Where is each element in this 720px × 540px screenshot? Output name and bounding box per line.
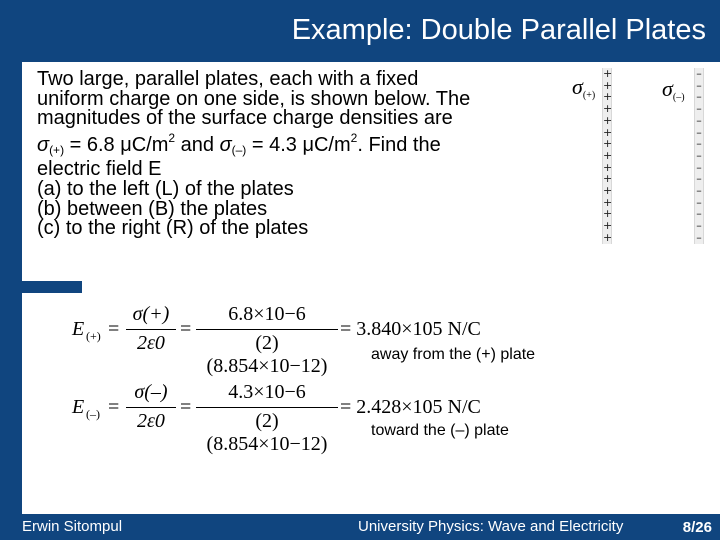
minus-subscript: (–) [231,142,247,157]
plus-signs: + + + + + + + + + + + + + + + [603,67,613,244]
fraction-denominator: 2ε0 [126,407,176,433]
header-bar [0,0,720,62]
fraction-denominator: (2)(8.854×10−12) [196,329,338,378]
numeric-fraction [196,381,338,456]
sigma-over-epsilon [126,303,176,355]
part-c: (c) to the right (R) of the plates [37,217,309,240]
slide-title: Example: Double Parallel Plates [291,14,706,46]
minus-value: = 4.3 μC/m [246,133,351,156]
numeric-fraction [196,303,338,378]
field-subscript: (–) [86,407,100,421]
field-symbol: E [72,318,85,340]
problem-statement [37,70,577,239]
square-superscript: 2 [168,130,176,145]
fraction-numerator: σ(+) [132,303,170,325]
footer-author: Erwin Sitompul [22,518,123,535]
sigma-over-epsilon [126,381,176,433]
plus-plate-subscript: (+) [582,90,596,101]
minus-plate-label [662,76,685,103]
page-number: 8/26 [682,519,712,536]
field-result: = 3.840×105 N/C [340,318,481,340]
direction-note: toward the (–) plate [371,422,509,439]
problem-line: uniform charge on one side, is shown below. The [37,87,471,110]
minus-signs: – – – – – – – – – – – – – – – [696,67,702,244]
negative-plate [694,68,704,244]
and-text: and [175,133,220,156]
fraction-denominator: (2)(8.854×10−12) [196,407,338,456]
footer-course: University Physics: Wave and Electricity [358,518,624,535]
left-sidebar-band [0,62,22,520]
plus-value: = 6.8 μC/m [64,133,169,156]
problem-line: magnitudes of the surface charge densities are [37,107,453,130]
minus-plate-subscript: (–) [672,92,685,103]
fraction-numerator: σ(–) [134,381,168,403]
sigma-symbol: σ [572,74,583,99]
find-text: . Find the [357,133,441,156]
equals-sign: = [108,396,120,418]
equals-sign: = [180,396,192,418]
sigma-symbol: σ [37,133,50,156]
part-b: (b) between (B) the plates [37,197,268,220]
positive-plate [602,68,612,244]
accent-bar [22,281,82,293]
charge-density-line [37,129,577,161]
fraction-denominator: 2ε0 [126,329,176,355]
equals-sign: = [180,318,192,340]
field-subscript: (+) [86,329,101,343]
direction-note: away from the (+) plate [371,346,536,363]
field-result: = 2.428×105 N/C [340,396,481,418]
sigma-symbol: σ [662,76,673,101]
sigma-symbol: σ [219,133,232,156]
square-superscript: 2 [350,130,358,145]
problem-line: Two large, parallel plates, each with a fixed [37,68,419,90]
footer-bar [0,514,720,540]
plus-subscript: (+) [49,142,65,157]
plus-plate-label [572,74,595,101]
field-symbol: E [72,396,85,418]
part-a: (a) to the left (L) of the plates [37,177,294,200]
equals-sign: = [108,318,120,340]
fraction-numerator: 4.3×10−6 [228,381,306,403]
fraction-numerator: 6.8×10−6 [228,303,306,325]
problem-line: electric field E [37,158,162,181]
